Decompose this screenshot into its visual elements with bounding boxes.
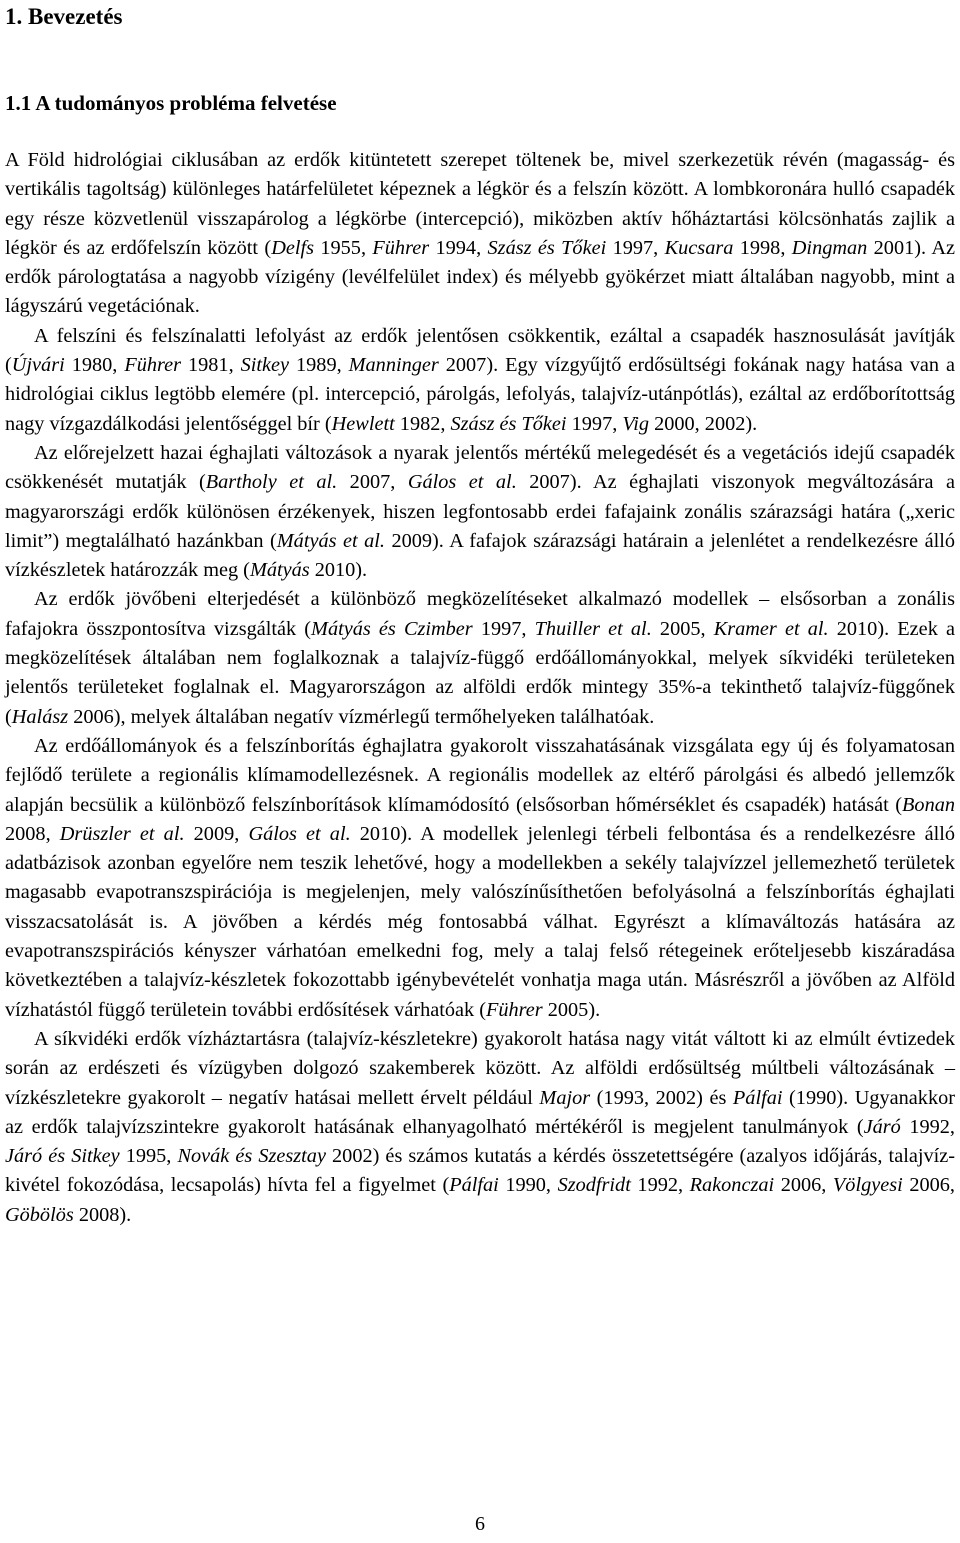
text-run: 2006, [902,1174,955,1197]
section-title: 1.1 A tudományos probléma felvetése [5,91,337,115]
citation-author: Novák és Szesztay [177,1145,326,1168]
citation-author: Szász és Tőkei [487,236,607,259]
text-run: Az előrejelzett hazai éghajlati változások a nyarak jelentős mértékű melegedését és a vegetációs idejű csapadék csökkenését mutatják ( [5,441,955,494]
text-run: 1997, [606,236,665,259]
paragraph [5,1025,955,1230]
citation-author: Szász és Tőkei [450,412,567,435]
text-run: 1982, [394,412,451,435]
citation-author: Vig [622,412,650,435]
body-text [5,146,955,1230]
text-run: 1997, [472,617,535,640]
paragraph [5,146,955,322]
citation-author: Kramer et al. [713,617,829,640]
text-run: 1980, [64,354,125,377]
text-run: 2000, 2002). [649,412,758,435]
document-page [5,0,956,1226]
text-run: 1955, [314,236,373,259]
text-run: 1990, [498,1174,558,1197]
text-run: 1997, [566,412,623,435]
citation-author: Mátyás és Czimber [311,617,473,640]
citation-author: Bonan [902,793,955,816]
citation-author: Újvári [11,354,65,377]
citation-author: Mátyás [249,559,310,582]
text-run: A Föld hidrológiai ciklusában az erdők kitüntetett szerepet töltenek be, mivel szerkezetük révén (magasság- és vertikális tagoltság) különleges határfelületet képeznek a légkör és a felszín között. A lombkoronára hulló csapadék egy része közvetlenül visszapárolog a légkörbe (intercepció), miközben aktív hőháztartási kölcsönhatás zajlik a légkör és az erdőfelszín között ( [5,149,955,259]
citation-author: Delfs [271,236,314,259]
text-run: 2007, [337,471,408,494]
paragraph [5,322,955,439]
citation-author: Führer [372,236,430,259]
text-run: 2005, [651,617,714,640]
citation-author: Führer [124,354,182,377]
citation-author: Manninger [348,354,439,377]
text-run: Az erdők jövőbeni elterjedését a különböző megközelítéseket alkalmazó modellek – elsősorban a zonális fafajokra összpontosítva vizsgálták ( [5,588,955,640]
citation-author: Göbölös [5,1203,74,1226]
citation-author: Drüszler et al. [59,822,185,845]
text-run: Az erdőállományok és a felszínborítás éghajlatra gyakorolt visszahatásának vizsgálata egy új és folyamatosan fejlődő területe a regionális klímamodellezésnek. A regionális modellek az eltérő párolgási és albedó jellemzők alapján becsülik a különböző felszínborítások klímamódosító (elsősorban hőmérséklet és csapadék) hatását ( [5,734,955,816]
paragraph [5,439,955,585]
text-run: 1998, [733,236,792,259]
text-run: 2007). Az éghajlati viszonyok megváltozására a magyarországi erdők különösen érzékenyek, hiszen legfontosabb erdei fafajaink zonális szárazsági határa („xeric limit”) megtalálható hazánkban ( [5,471,955,552]
text-run: 2005). [542,998,601,1021]
text-run: A felszíni és felszínalatti lefolyást az erdők jelentősen csökkentik, ezáltal a csapadék hasznosulását javítják ( [5,324,955,377]
text-run: 1994, [429,236,488,259]
page-number: 6 [475,1513,485,1535]
citation-author: Major [539,1086,591,1109]
text-run: 2006), melyek általában negatív vízmérlegű termőhelyeken találhatóak. [68,705,655,728]
text-run: 1981, [181,354,241,377]
citation-author: Sitkey [240,354,290,377]
citation-author: Járó [863,1115,901,1138]
citation-author: Szodfridt [557,1174,631,1197]
text-run: 2006, [774,1174,833,1197]
citation-author: Rakonczai [689,1174,775,1197]
text-run: 2010). A modellek jelenlegi térbeli felbontása és a rendelkezésre álló adatbázisok azonban egyelőre nem teszik lehetővé, hogy a modellekben a sekély talajvízzel jellemezhető területek magasabb evapotranszspirációja is megjelenjen, mely valószínűsíthetően befolyásolná a felszínborítás éghajlati visszacsatolását is. A jövőben a kérdés még fontosabbá válhat. Egyrészt a klímaváltozás hatására az evapotranszspirációs kényszer várhatóan emelkedni fog, mely a talaj felső rétegeinek erőteljesebb kiszáradása következtében a talajvíz-készletek fokozottabb igénybevételét vonhatja maga után. Másrészről a jövőben az Alföld vízhatástól függő területein további erdősítések várhatóak ( [5,822,956,1021]
text-run: 1992, [630,1174,690,1197]
text-run: 2008, [5,822,60,845]
citation-author: Mátyás et al. [276,529,385,552]
text-run: 2009). A fafajok szárazsági határain a jelenlétet a rendelkezésre álló vízkészletek határozzák meg ( [5,529,956,582]
citation-author: Pálfai [449,1174,499,1197]
citation-author: Völgyesi [832,1174,903,1197]
text-run: 2008). [73,1203,132,1226]
citation-author: Járó és Sitkey [5,1145,120,1168]
citation-author: Dingman [791,236,868,259]
text-run: 2002) és számos kutatás a kérdés összetettségére (azalyos időjárás, talajvíz-kivétel fokozódása, lecsapolás) hívta fel a figyelmet ( [5,1145,955,1197]
text-run: 1989, [289,354,349,377]
chapter-title: 1. Bevezetés [5,4,123,29]
text-run: 2010). Ezek a megközelítések általában nem foglalkoznak a talajvíz-függő erdőállományokkal, melyek síkvidéki területeken jelentős területeket foglalnak el. Magyarországon az alföldi erdők mintegy 35%-a tekinthető talajvíz-függőnek ( [5,617,955,728]
citation-author: Gálos et al. [407,471,517,494]
text-run: 2001). Az erdők párologtatása a nagyobb vízigény (levélfelület index) és mélyebb gyökérzet miatt általában nagyobb, mint a lágyszárú vegetációnak. [5,236,955,318]
citation-author: Halász [11,705,69,728]
text-run: 1995, [119,1145,178,1168]
text-run: 2009, [184,822,249,845]
citation-author: Hewlett [331,412,395,435]
paragraph [5,732,955,1025]
text-run: A síkvidéki erdők vízháztartásra (talajvíz-készletekre) gyakorolt hatása nagy vitát váltott ki az elmúlt évtizedek során az erdészeti és vízügyben dolgozó szakemberek között. Az alföldi erdősültség múltbeli változásának – vízkészletekre gyakorolt – negatív hatásai mellett érvelt például [5,1027,955,1109]
citation-author: Gálos et al. [248,822,351,845]
text-run: (1993, 2002) és [590,1086,733,1109]
text-run: 1992, [900,1115,955,1138]
text-run: (1990). Ugyanakkor az erdők talajvízszintekre gyakorolt hatásának elhanyagolható mértékéről is megjelent tanulmányok ( [5,1086,955,1138]
citation-author: Thuiller et al. [534,617,652,640]
citation-author: Pálfai [732,1086,783,1109]
citation-author: Führer [485,998,543,1021]
text-run: 2010). [309,559,368,582]
text-run: 2007). Egy vízgyűjtő erdősültségi fokának nagy hatása van a hidrológiai ciklus legtöbb elemére (pl. intercepció, párolgás, lefolyás, talajvíz-utánpótlás), ezáltal az erdőborítottság nagy vízgazdálkodási jelentőséggel bír ( [5,354,955,435]
citation-author: Bartholy et al. [205,471,338,494]
paragraph [5,585,955,731]
citation-author: Kucsara [664,236,734,259]
